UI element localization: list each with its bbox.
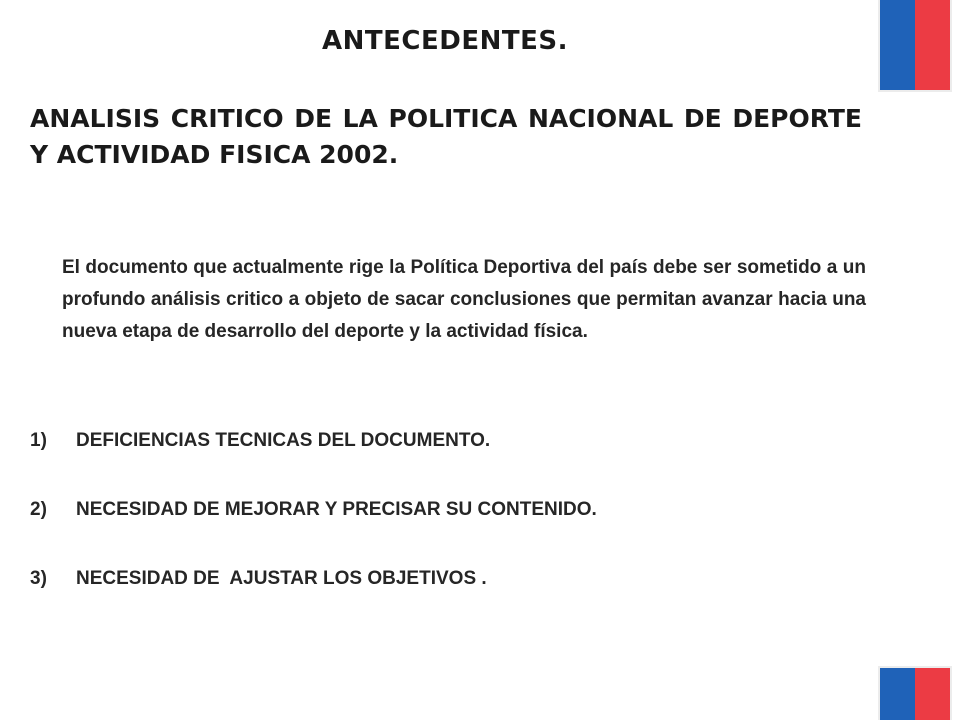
list-item-text: NECESIDAD DE AJUSTAR LOS OBJETIVOS . bbox=[76, 568, 487, 589]
list-item-text: NECESIDAD DE MEJORAR Y PRECISAR SU CONTENIDO. bbox=[76, 499, 597, 520]
list-item-number: 2) bbox=[30, 499, 47, 520]
list-item bbox=[30, 494, 860, 526]
flag-red-stripe bbox=[915, 668, 950, 720]
list-item bbox=[30, 563, 860, 595]
body-paragraph: El documento que actualmente rige la Política Deportiva del país debe ser sometido a un profundo análisis critico a objeto de sacar conclusiones que permitan avanzar hacia una nueva etapa de desarrollo del deporte y la actividad física. bbox=[62, 257, 866, 342]
list-item-number: 1) bbox=[30, 430, 47, 451]
list-item-text: DEFICIENCIAS TECNICAS DEL DOCUMENTO. bbox=[76, 430, 491, 451]
slide-subtitle: ANALISIS CRITICO DE LA POLITICA NACIONAL DE DEPORTE Y ACTIVIDAD FISICA 2002. bbox=[30, 104, 862, 169]
list-item bbox=[30, 425, 860, 457]
flag-red-stripe bbox=[915, 0, 950, 90]
flag-decoration-bottom bbox=[880, 668, 950, 720]
list-item-number: 3) bbox=[30, 568, 47, 589]
flag-blue-stripe bbox=[880, 668, 915, 720]
numbered-list bbox=[30, 425, 860, 632]
flag-decoration-top bbox=[880, 0, 950, 90]
slide-heading: ANTECEDENTES. bbox=[322, 26, 568, 56]
